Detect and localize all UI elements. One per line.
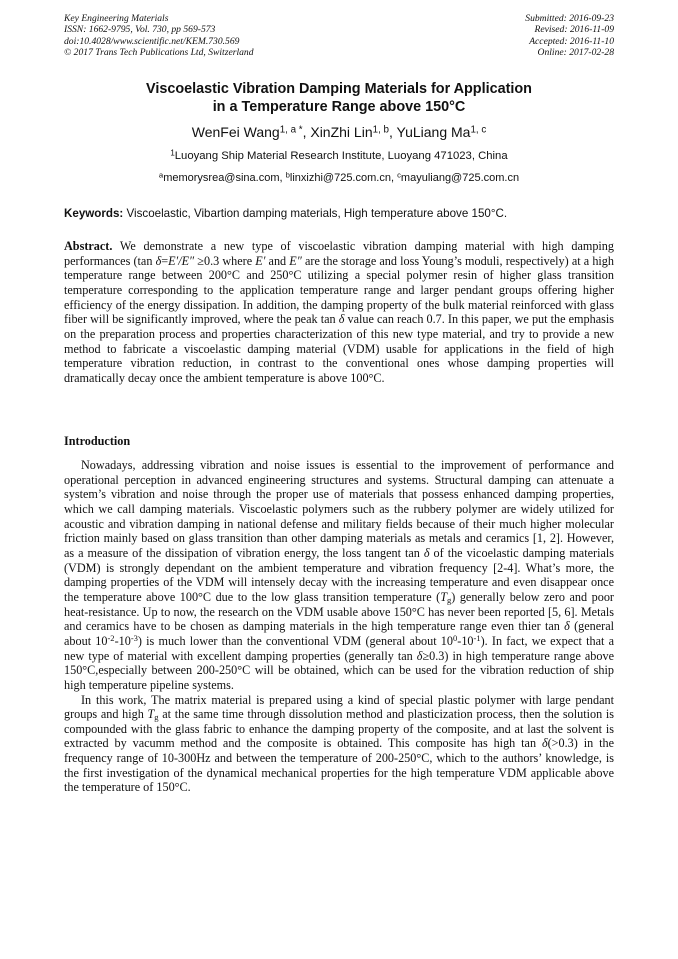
modulus-symbol: E′/E″ [168, 253, 195, 268]
keywords-text: Viscoelastic, Vibartion damping materials, High temperature above 150°C. [123, 207, 508, 220]
tg-symbol: T [440, 589, 447, 604]
date-submitted: Submitted: 2016-09-23 [525, 13, 614, 24]
abstract-text: ≥0.3 where [194, 253, 256, 268]
exponent: 0 [453, 633, 458, 644]
modulus-symbol: E″ [289, 253, 302, 268]
modulus-symbol: E′ [255, 253, 266, 268]
paragraph [64, 458, 614, 693]
date-accepted: Accepted: 2016-11-10 [529, 35, 614, 47]
delta-symbol: δ [338, 312, 345, 327]
abstract-text: are the storage and loss Young’s moduli, respectively) at a high temperature range between 200°C and 250°C utilizing a special polymer resin of higher glass transition temperature corresponding to the application temperature range and larger pendant groups offering higher efficiency of the energy dissipation. In addition, the damping property of the bulk material reinforced with glass fiber will be significantly improved, where the peak tan [64, 253, 614, 327]
date-revised: Revised: 2016-11-09 [534, 24, 614, 36]
subscript: g [154, 712, 159, 723]
author-marker: 1, c [470, 124, 487, 136]
introduction-body [64, 458, 614, 795]
text-run: In this work, The matrix material is prepared using a kind of special plastic polymer with large pendant groups and high [64, 692, 614, 722]
text-run: (>0.3) in the frequency range of 10-300Hz and between the temperature of 200-250°C, which to the authors’ knowledge, is the first investigation of the dynamical mechanical properties for the high temperature VDM applicable above the temperature of 150°C. [64, 736, 614, 795]
journal-doi[interactable]: doi:10.4028/www.scientific.net/KEM.730.569 [64, 35, 240, 47]
keywords-label: Keywords: [64, 207, 124, 220]
email-link[interactable]: mayuliang@725.com.cn [400, 172, 520, 184]
title-line-1: Viscoelastic Vibration Damping Materials for Application [146, 81, 532, 97]
paragraph [64, 693, 614, 796]
email-marker: b [285, 170, 290, 180]
affiliation-marker: 1 [170, 148, 175, 158]
abstract-text: value can reach 0.7. In this paper, we put the emphasis on the preparation process and properties characterization of this new type material, and try to provide a new method to fabricate a viscoelastic damping material (VDM) usable for applications in the field of high temperature vibration reduction, in contrast to the conventional ones whose damping properties will dramatically decay once the ambient temperature is above 100°C. [64, 312, 614, 385]
author-name: WenFei Wang [191, 124, 280, 140]
exponent: -1 [473, 633, 481, 644]
author-marker: 1, a * [279, 124, 303, 136]
text-run: -10 [114, 633, 131, 648]
abstract-text: We demonstrate a new type of viscoelastic vibration damping material with high damping performances (tan [64, 239, 614, 268]
journal-copyright: © 2017 Trans Tech Publications Ltd, Switzerland [64, 47, 254, 59]
text-run: ) generally below zero and poor heat-resistance. Up to now, the research on the VDM usable above 150°C has never been reported [5, 6]. Metals and ceramics have to be chosen as damping materials in the high temperature range even thier tan [64, 589, 614, 634]
author-marker: 1, b [372, 124, 389, 136]
date-online: Online: 2017-02-28 [537, 47, 614, 59]
author-separator: , [302, 124, 311, 140]
tg-symbol: T [147, 707, 155, 722]
exponent: -2 [107, 633, 115, 644]
email-link[interactable]: memorysrea@sina.com [163, 172, 280, 184]
subscript: g [446, 595, 452, 606]
abstract-label: Abstract. [64, 239, 113, 253]
journal-issn: ISSN: 1662-9795, Vol. 730, pp 569-573 [64, 24, 216, 36]
exponent: -3 [130, 633, 138, 644]
text-run: ). In fact, we expect that a new type of material with excellent damping properties (generally tan [64, 633, 614, 663]
email-separator: , [390, 172, 398, 184]
abstract-text: = [161, 253, 169, 268]
keywords [64, 207, 614, 220]
abstract [64, 239, 614, 386]
text-run: (general about 10 [64, 619, 615, 648]
author-separator: , [388, 124, 397, 140]
email-marker: a [158, 170, 164, 180]
delta-symbol: δ [564, 619, 570, 634]
publication-dates [525, 13, 614, 59]
text-run: of the vicoelastic damping materials (VDM) is strongly dependant on the ambient temperature and vibration frequency [2-4]. What’s more, the damping properties of the VDM will intensely decay with the increasing temperature and even disappear once the temperature above 100°C due to the low glass transition temperature ( [64, 545, 614, 604]
delta-symbol: δ [155, 253, 162, 268]
author-name: YuLiang Ma [396, 124, 471, 140]
abstract-text: and [265, 253, 290, 268]
delta-symbol: δ [423, 545, 430, 560]
paper-title [40, 81, 638, 116]
email-marker: c [397, 170, 401, 180]
text-run: ≥0.3) in high temperature range above 150°C,especially between 200-250°C will be obtained, which can be used for the vibration reduction of ship high temperature pipeline systems. [64, 648, 614, 692]
text-run: -10 [457, 633, 474, 648]
email-list [40, 172, 638, 184]
delta-symbol: δ [416, 648, 423, 663]
journal-name: Key Engineering Materials [64, 13, 169, 24]
text-run: Nowadays, addressing vibration and noise issues is essential to the improvement of performance and operational perception in advanced engineering structures and systems. Structural damping can attenuate a system’s vibration and noise through the proper use of materials that possess enhanced damping properties, which we call damping materials. Viscoelastic polymers such as the rubbery polymer are widely utilized for acoustic and vibration damping in national defense and military fields because of their much higher molecular friction mainly based on glass transition than other damping materials as metals and ceramics [1, 2]. However, as a measure of the dissipation of vibration energy, the loss tangent tan [64, 458, 614, 560]
affiliation [40, 150, 638, 162]
journal-info [64, 13, 254, 59]
affiliation-text: Luoyang Ship Material Research Institute, Luoyang 471023, China [174, 150, 508, 162]
title-line-2: in a Temperature Range above 150°C [212, 98, 466, 115]
section-heading-introduction: Introduction [64, 434, 131, 448]
email-link[interactable]: linxizhi@725.com.cn [289, 172, 391, 184]
author-list [40, 124, 638, 140]
text-run: at the same time through dissolution method and plasticization process, then the solution is compounded with the glass fabric to enhance the damping property of the composite, and at last the solvent is extracted by vacumm method and the composite is obtained. This composite has high tan [64, 707, 614, 751]
email-separator: , [279, 172, 286, 184]
text-run: ) is much lower than the conventional VDM (general about 10 [137, 633, 453, 648]
delta-symbol: δ [541, 736, 548, 751]
author-name: XinZhi Lin [310, 124, 373, 140]
